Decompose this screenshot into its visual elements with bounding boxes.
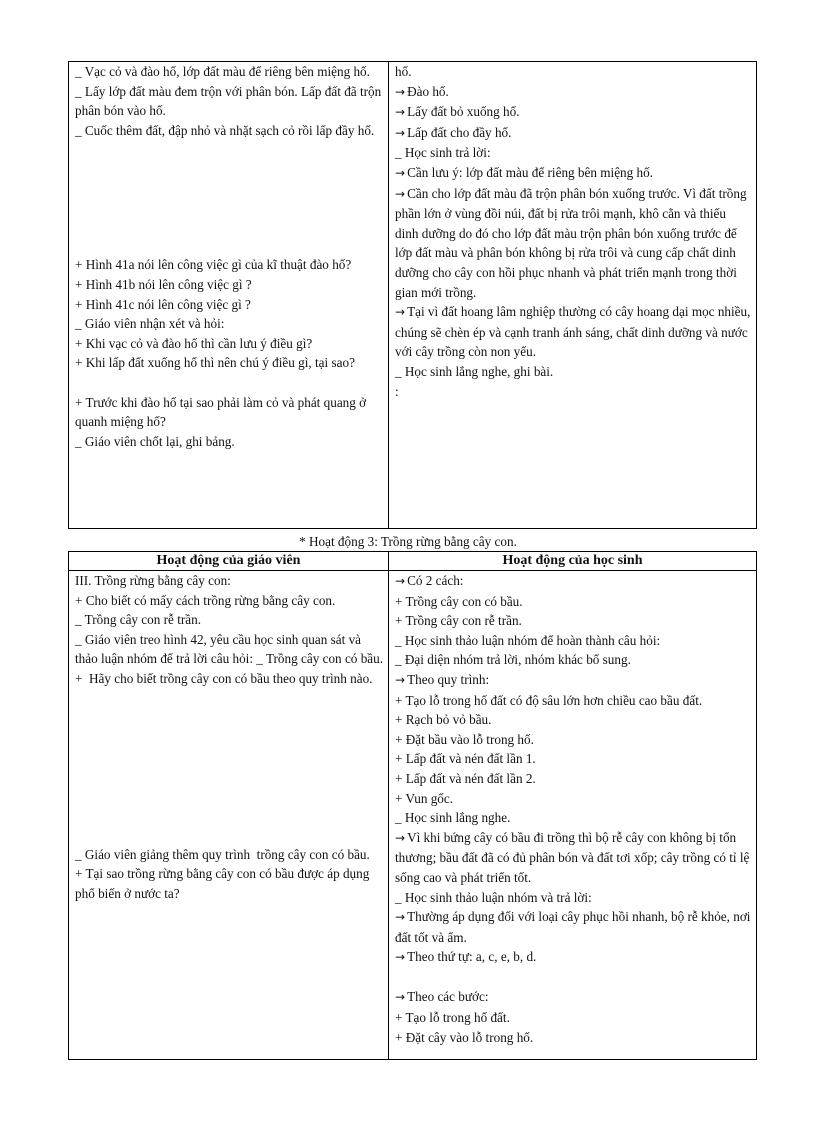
answer-line — [395, 611, 752, 631]
answer-text: + Đặt cây vào lỗ trong hố. — [395, 1029, 534, 1045]
text-line — [75, 373, 384, 393]
arrow-right-icon: → — [395, 186, 406, 201]
answer-text: Thường áp dụng đối với loại cây phục hồi nhanh, bộ rễ khỏe, nơi đất tốt và ẩm. — [395, 909, 754, 945]
answer-text: + Vun gốc. — [395, 790, 454, 806]
arrow-right-icon: → — [395, 84, 406, 99]
arrow-right-icon: → — [395, 910, 406, 925]
student-activity-cell — [389, 62, 757, 529]
text-line: _ Cuốc thêm đất, đập nhỏ và nhặt sạch cỏ rồi lấp đầy hố. — [75, 122, 375, 138]
arrow-right-icon: → — [395, 125, 406, 140]
answer-line — [395, 968, 752, 988]
answer-line — [395, 947, 752, 968]
arrow-right-icon: → — [395, 305, 406, 320]
arrow-right-icon: → — [395, 672, 406, 687]
answer-text: hố. — [395, 64, 412, 79]
text-line: + Hình 41c nói lên công việc gì ? — [75, 296, 251, 312]
teacher-activity-cell — [69, 62, 389, 529]
text-line: + Khi vạc cỏ và đào hố thì cần lưu ý điều gì? — [75, 335, 313, 351]
text-line: _ Giáo viên treo hình 42, yêu cầu học sinh quan sát và thảo luận nhóm để trả lời câu hỏi: _ Trồng cây con có bầu. — [75, 631, 384, 667]
text-line: _ Giáo viên giảng thêm quy trình trồng cây con có bầu. — [75, 846, 370, 862]
answer-text: _ Học sinh thảo luận nhóm và trả lời: — [395, 889, 592, 905]
spacer — [75, 140, 384, 255]
text-line: + Tại sao trồng rừng bằng cây con có bầu được áp dụng phổ biến ở nước ta? — [75, 866, 373, 901]
teacher-questions-list — [75, 845, 384, 904]
answer-text: _ Học sinh lắng nghe. — [395, 810, 511, 826]
answer-text: Theo thứ tự: a, c, e, b, d. — [407, 949, 537, 965]
answer-text: + Trồng cây con có bầu. — [395, 593, 523, 609]
text-line: III. Trồng rừng bằng cây con: — [75, 573, 231, 588]
answer-line — [395, 808, 752, 828]
teacher-column-header: Hoạt động của giáo viên — [69, 552, 389, 571]
answer-text: Cần cho lớp đất màu đã trộn phân bón xuống trước. Vì đất trồng phần lớn ở vùng đồi núi, đất bị rửa trôi mạnh, khô cằn và thiếu dinh dưỡng do đó cho lớp đất màu trộn phân bón xuống trước để lớp đất màu và phân bón không bị rửa trôi và cung cấp chất dinh dưỡng cho cây con hồi phục nhanh và phát triển mạnh trong thời gian mới trồng. — [395, 185, 750, 300]
answer-text: _ Học sinh trả lời: — [395, 145, 491, 161]
spacer — [75, 689, 384, 845]
answer-line — [395, 730, 752, 750]
answer-text: Lấy đất bỏ xuống hố. — [407, 104, 520, 120]
answer-text: _ Học sinh lắng nghe, ghi bài. — [395, 363, 554, 379]
arrow-right-icon: → — [395, 990, 406, 1005]
answer-text: + Lấp đất và nén đất lần 1. — [395, 751, 536, 767]
answer-text: + Lấp đất và nén đất lần 2. — [395, 770, 536, 786]
answer-text: _ Học sinh thảo luận nhóm để hoàn thành câu hỏi: — [395, 632, 661, 648]
answer-text: Theo các bước: — [407, 989, 489, 1005]
arrow-right-icon: → — [395, 830, 406, 845]
answer-line — [395, 382, 752, 402]
answer-text: Có 2 cách: — [407, 573, 464, 588]
text-line: + Trước khi đào hố tại sao phải làm cỏ và phát quang ở quanh miệng hố? — [75, 394, 370, 430]
answer-text: + Rạch bỏ vỏ bầu. — [395, 712, 492, 728]
text-line: + Hãy cho biết trồng cây con có bầu theo quy trình nào. — [75, 670, 373, 686]
text-line: + Hình 41b nói lên công việc gì ? — [75, 276, 252, 292]
answer-line — [395, 670, 752, 691]
text-line: _ Giáo viên nhận xét và hỏi: — [75, 316, 225, 332]
answer-line — [395, 1028, 752, 1048]
answer-text: : — [395, 383, 399, 399]
text-line: _ Trồng cây con rễ trần. — [75, 612, 201, 628]
teacher-activity-cell — [69, 571, 389, 1060]
answer-text: + Tạo lỗ trong hố đất có độ sâu lớn hơn chiều cao bầu đất. — [395, 692, 703, 708]
answer-line — [395, 650, 752, 670]
arrow-right-icon: → — [395, 105, 406, 120]
answer-line — [395, 123, 752, 144]
answer-text: Theo quy trình: — [407, 671, 490, 687]
answer-line — [395, 631, 752, 651]
answer-line — [395, 102, 752, 123]
answer-line — [395, 143, 752, 163]
answer-text: Vì khi bứng cây có bầu đi trồng thì bộ rễ cây con không bị tổn thương; bầu đất đã có đủ phân bón và đất tơi xốp; cây trồng có tỉ lệ sống cao và phát triển tốt. — [395, 829, 753, 885]
answer-text: Lấp đất cho đầy hố. — [407, 124, 512, 140]
answer-line — [395, 592, 752, 612]
text-line: + Cho biết có mấy cách trồng rừng bằng cây con. — [75, 592, 336, 608]
answer-line — [395, 749, 752, 769]
answer-line — [395, 691, 752, 711]
answer-line — [395, 62, 752, 82]
answer-text: Cần lưu ý: lớp đất màu để riêng bên miệng hố. — [407, 164, 654, 180]
answer-line — [395, 769, 752, 789]
answer-line — [395, 710, 752, 730]
activity-caption: * Hoạt động 3: Trồng rừng bằng cây con. — [299, 534, 517, 549]
answer-line — [395, 789, 752, 809]
answer-line — [395, 302, 752, 362]
answer-text: Đào hố. — [407, 83, 449, 99]
answer-line — [395, 184, 752, 303]
student-answers-list — [395, 571, 752, 1047]
answer-line — [395, 571, 752, 592]
activity-table — [68, 551, 757, 1060]
answer-line — [395, 82, 752, 103]
text-line: _ Giáo viên chốt lại, ghi bảng. — [75, 433, 235, 449]
answer-line — [395, 907, 752, 947]
arrow-right-icon: → — [395, 165, 406, 180]
answer-text: Tại vì đất hoang lâm nghiệp thường có cây hoang dại mọc nhiều, chúng sẽ chèn ép và cạnh tranh ánh sáng, chất dinh dưỡng và nước với cây trồng còn non yếu. — [395, 304, 754, 360]
answer-text: + Đặt bầu vào lỗ trong hố. — [395, 731, 534, 747]
table-row — [69, 62, 757, 529]
text-line: + Hình 41a nói lên công việc gì của kĩ thuật đào hố? — [75, 257, 352, 273]
student-column-header: Hoạt động của học sinh — [389, 552, 757, 571]
text-line: _ Lấy lớp đất màu đem trộn với phân bón. Lấp đất đã trộn phân bón vào hố. — [75, 83, 385, 119]
arrow-right-icon: → — [395, 574, 406, 588]
student-activity-cell — [389, 571, 757, 1060]
answer-line — [395, 888, 752, 908]
answer-text: + Tạo lỗ trong hố đất. — [395, 1010, 510, 1026]
teacher-steps-list — [75, 62, 384, 140]
answer-line — [395, 362, 752, 382]
arrow-right-icon: → — [395, 950, 406, 965]
answer-text: _ Đại diện nhóm trả lời, nhóm khác bổ sung. — [395, 652, 631, 668]
activity-table-continued — [68, 61, 757, 529]
teacher-steps-list — [75, 571, 384, 689]
answer-line — [395, 1008, 752, 1028]
answer-text: + Trồng cây con rễ trần. — [395, 613, 522, 629]
answer-line — [395, 163, 752, 184]
teacher-questions-list — [75, 255, 384, 451]
text-line: + Khi lấp đất xuống hố thì nên chú ý điều gì, tại sao? — [75, 355, 355, 371]
answer-line — [395, 828, 752, 888]
answer-line — [395, 987, 752, 1008]
student-answers-list — [395, 62, 752, 401]
table-header-row — [69, 552, 757, 571]
text-line: _ Vạc cỏ và đào hố, lớp đất màu để riêng bên miệng hố. — [75, 64, 370, 79]
table-row — [69, 571, 757, 1060]
